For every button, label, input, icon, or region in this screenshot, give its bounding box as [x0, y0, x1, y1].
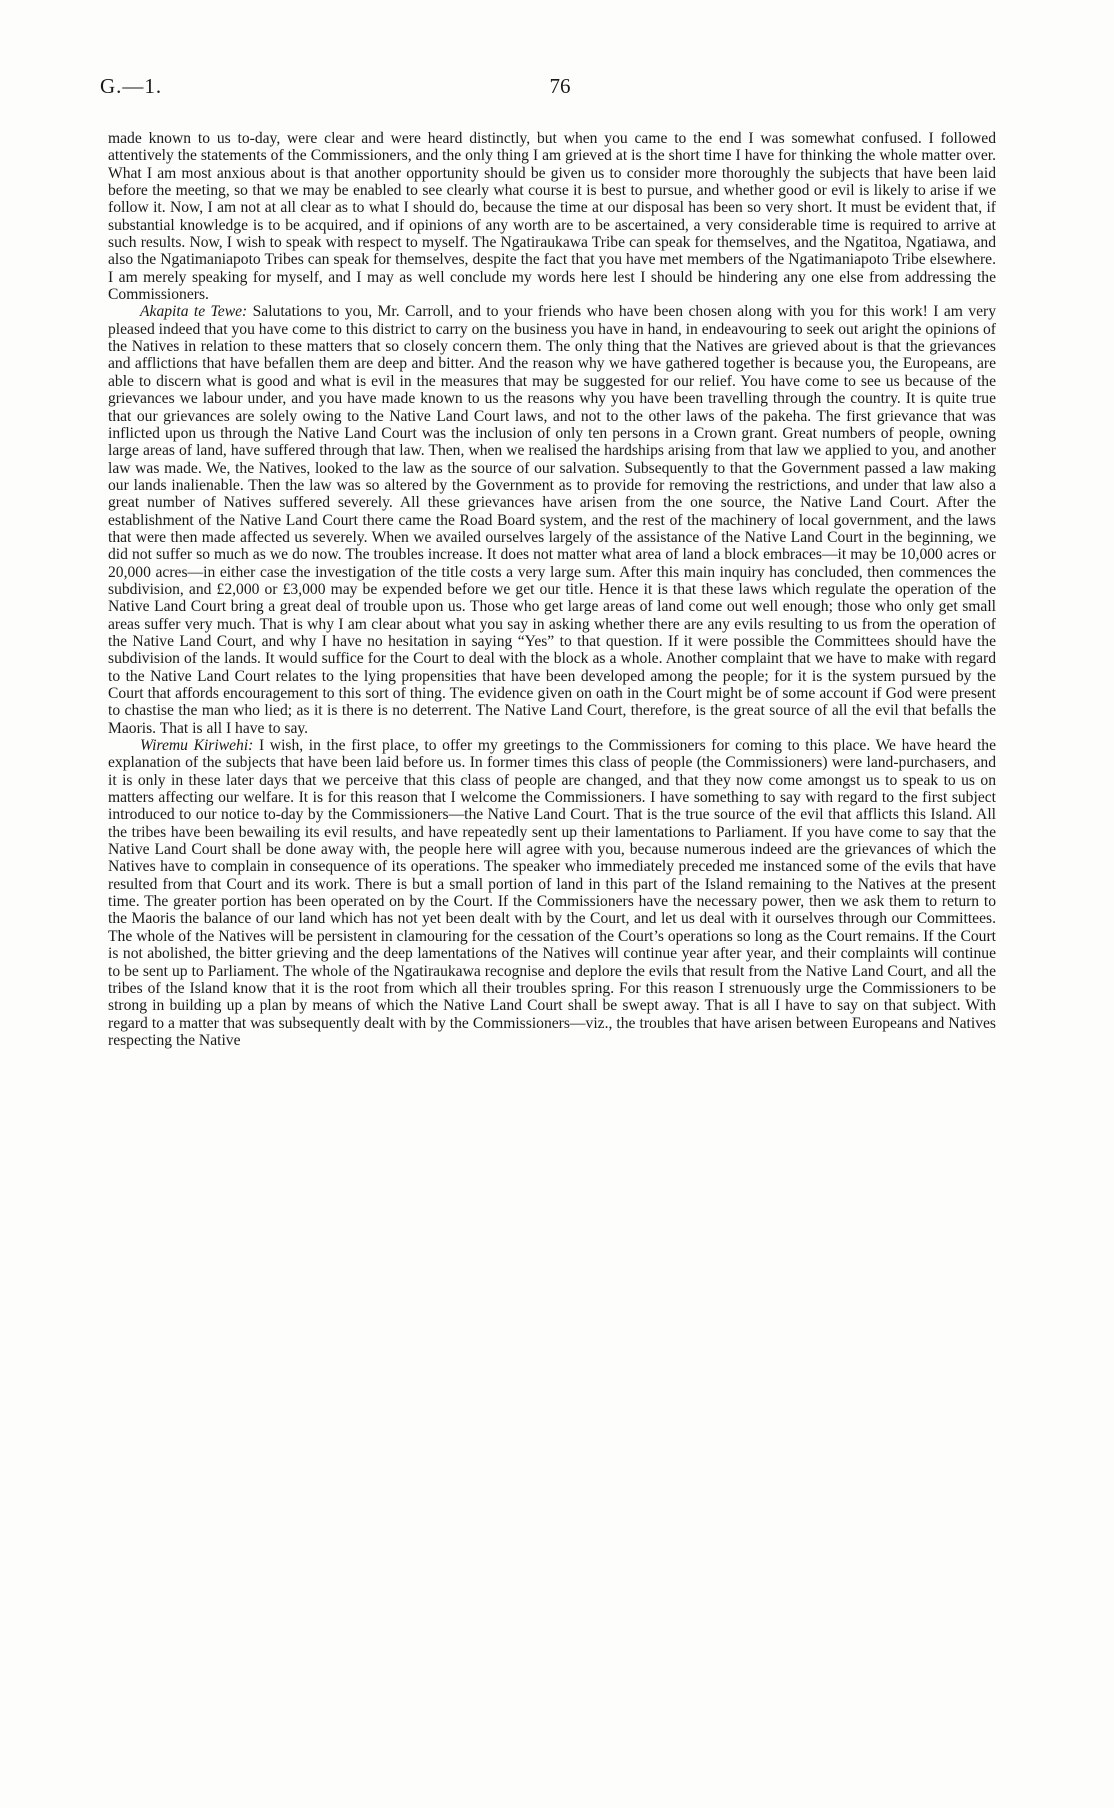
document-id: G.—1.	[100, 74, 163, 98]
body-text	[108, 130, 996, 1049]
paragraph-wiremu	[108, 737, 996, 1049]
paragraph-text: made known to us to-day, were clear and were heard distinctly, but when you came to the end I was somewhat confused. I followed attentively the statements of the Commissioners, and the only thing I am grieved at is the short time I have for thinking the whole matter over. What I am most anxious about is that another opportunity should be given us to consider more thoroughly the subjects that have been laid before the meeting, so that we may be enabled to see clearly what course it is best to pursue, and whether good or evil is likely to arise if we follow it. Now, I am not at all clear as to what I should do, because the time at our disposal has been so very short. It must be evident that, if substantial knowledge is to be acquired, and if opinions of any worth are to be ascertained, a very considerable time is required to arrive at such results. Now, I wish to speak with respect to myself. The Ngatiraukawa Tribe can speak for themselves, and the Ngatitoa, Ngatiawa, and also the Ngatimaniapoto Tribes can speak for themselves, despite the fact that you have met members of the Ngatimaniapoto Tribe elsewhere. I am merely speaking for myself, and I may as well conclude my words here lest I should be hindering any one else from addressing the Commissioners.	[108, 130, 996, 304]
page-header	[100, 64, 1020, 104]
speaker-name: Wiremu Kiriwehi:	[140, 737, 254, 755]
speaker-name: Akapita te Tewe:	[140, 303, 248, 321]
page-number: 76	[549, 74, 571, 98]
paragraph-text: I wish, in the first place, to offer my greetings to the Commissioners for coming to this place. We have heard the explanation of the subjects that have been laid before us. In former times this class of people (the Commissioners) were land-purchasers, and it is only in these later days that we perceive that this class of people are changed, and that they now come amongst us to speak to us on matters affecting our welfare. It is for this reason that I welcome the Commissioners. I have something to say with regard to the first subject introduced to our notice to-day by the Commissioners—the Native Land Court. That is the true source of the evil that afflicts this Island. All the tribes have been bewailing its evil results, and have repeatedly sent up their lamentations to Parliament. If you have come to say that the Native Land Court shall be done away with, the people here will agree with you, because numerous indeed are the grievances of which the Natives have to complain in consequence of its operations. The speaker who immediately preceded me instanced some of the evils that have resulted from that Court and its work. There is but a small portion of land in this part of the Island remaining to the Natives at the present time. The greater portion has been operated on by the Court. If the Commissioners have the necessary power, then we ask them to return to the Maoris the balance of our land which has not yet been dealt with by the Court, and let us deal with it ourselves through our Committees. The whole of the Natives will be persistent in clamouring for the cessation of the Court’s operations so long as the Court remains. If the Court is not abolished, the bitter grieving and the deep lamentations of the Natives will continue year after year, and their complaints will continue to be sent up to Parliament. The whole of the Ngatiraukawa recognise and deplore the evils that result from the Native Land Court, and all the tribes of the Island know that it is the root from which all their troubles spring. For this reason I strenuously urge the Commissioners to be strong in building up a plan by means of which the Native Land Court shall be swept away. That is all I have to say on that subject. With regard to a matter that was subsequently dealt with by the Commissioners—viz., the troubles that have arisen between Europeans and Natives respecting the Native	[108, 737, 996, 1049]
paragraph-akapita	[108, 303, 996, 737]
paragraph-continuation	[108, 130, 996, 303]
paragraph-text: Salutations to you, Mr. Carroll, and to your friends who have been chosen along with you for this work! I am very pleased indeed that you have come to this district to carry on the business you have in hand, in endeavouring to seek out aright the opinions of the Natives in relation to these matters that so closely concern them. The only thing that the Natives are grieved about is that the grievances and afflictions that have befallen them are deep and bitter. And the reason why we have gathered together is because you, the Europeans, are able to discern what is good and what is evil in the measures that may be suggested for our relief. You have come to see us because of the grievances we labour under, and you have made known to us the reasons why you have been travelling through the country. It is quite true that our grievances are solely owing to the Native Land Court laws, and not to the other laws of the pakeha. The first grievance that was inflicted upon us through the Native Land Court was the inclusion of only ten persons in a Crown grant. Great numbers of people, owning large areas of land, have suffered through that law. Then, when we realised the hardships arising from that law we applied to you, and another law was made. We, the Natives, looked to the law as the source of our salvation. Subsequently to that the Government passed a law making our lands inalienable. Then the law was so altered by the Government as to provide for removing the restrictions, and under that law also a great number of Natives suffered severely. All these grievances have arisen from the one source, the Native Land Court. After the establishment of the Native Land Court there came the Road Board system, and the rest of the machinery of local government, and the laws that were then made affected us severely. When we availed ourselves largely of the assistance of the Native Land Court in the beginning, we did not suffer so much as we do now. The troubles increase. It does not matter what area of land a block embraces—it may be 10,000 acres or 20,000 acres—in either case the investigation of the title costs a very large sum. After this main inquiry has concluded, then commences the subdivision, and £2,000 or £3,000 may be expended before we get our title. Hence it is that these laws which regulate the operation of the Native Land Court bring a great deal of trouble upon us. Those who get large areas of land come out well enough; those who only get small areas suffer very much. That is why I am clear about what you say in asking whether there are any evils resulting to us from the operation of the Native Land Court, and why I have no hesitation in saying “Yes” to that question. If it were possible the Committees should have the subdivision of the lands. It would suffice for the Court to deal with the block as a whole. Another complaint that we have to make with regard to the Native Land Court relates to the lying propensities that have been developed among the people; for it is the system pursued by the Court that affords encouragement to this sort of thing. The evidence given on oath in the Court might be of some account if God were present to chastise the man who lied; as it is there is no deterrent. The Native Land Court, therefore, is the great source of all the evil that befalls the Maoris. That is all I have to say.	[108, 303, 997, 737]
